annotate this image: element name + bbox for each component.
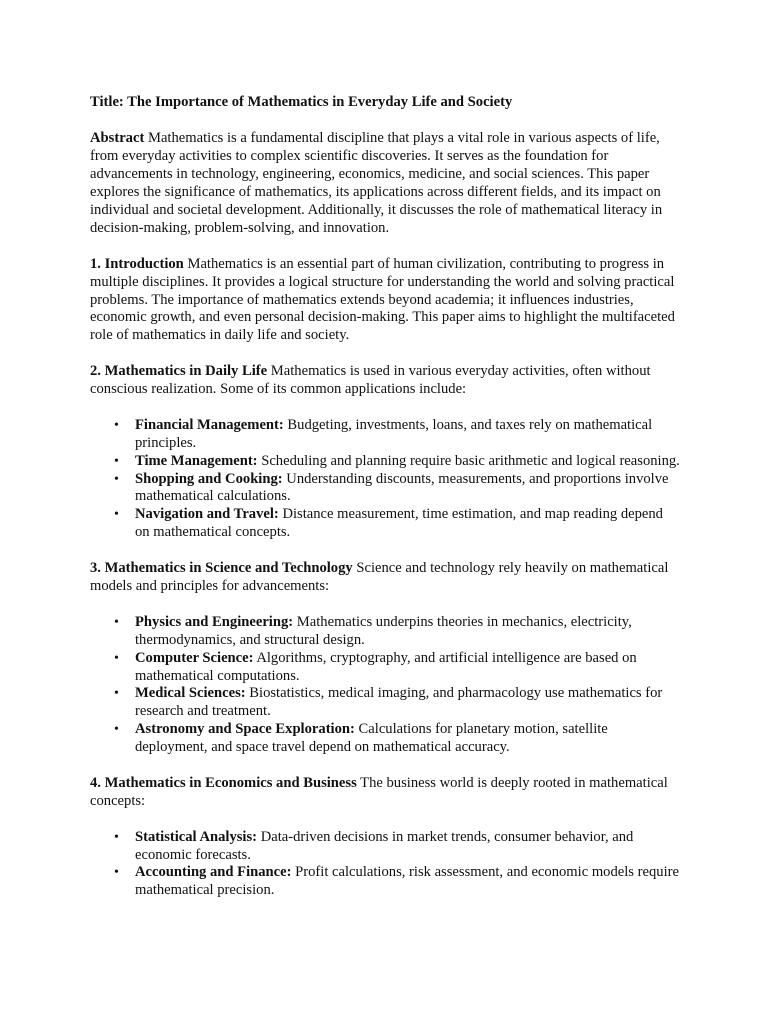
list-item bbox=[90, 864, 680, 900]
list-item-text: Understanding discounts, measurements, and proportions involve mathematical calculations. bbox=[135, 470, 669, 505]
list-item-label: Physics and Engineering: bbox=[135, 613, 294, 630]
economics-business-list bbox=[90, 829, 680, 901]
list-item-text: Mathematics underpins theories in mechanics, electricity, thermodynamics, and structural design. bbox=[135, 613, 632, 648]
section-daily-life bbox=[90, 363, 680, 399]
section-text: The business world is deeply rooted in mathematical concepts: bbox=[90, 774, 668, 809]
bullet-icon: • bbox=[114, 471, 119, 487]
list-item-label: Navigation and Travel: bbox=[135, 506, 279, 523]
list-item-text: Distance measurement, time estimation, and map reading depend on mathematical concepts. bbox=[135, 506, 663, 541]
list-item bbox=[90, 829, 680, 865]
list-item-label: Financial Management: bbox=[135, 416, 284, 433]
bullet-icon: • bbox=[114, 686, 119, 702]
bullet-icon: • bbox=[114, 507, 119, 523]
section-introduction bbox=[90, 256, 680, 346]
section-economics-business bbox=[90, 775, 680, 811]
list-item-text: Budgeting, investments, loans, and taxes rely on mathematical principles. bbox=[135, 416, 653, 451]
abstract-heading: Abstract bbox=[90, 130, 145, 147]
abstract-text: Mathematics is a fundamental discipline that plays a vital role in various aspects of life, from everyday activities to complex scientific discoveries. It serves as the foundation for advancements in technology, engineering, economics, medicine, and social sciences. This paper explores the significance of mathematics, its applications across different fields, and its impact on individual and societal development. Additionally, it discusses the role of mathematical literacy in decision-making, problem-solving, and innovation. bbox=[90, 130, 663, 236]
bullet-icon: • bbox=[114, 453, 119, 469]
list-item bbox=[90, 417, 680, 453]
section-heading: 3. Mathematics in Science and Technology bbox=[90, 560, 353, 577]
list-item bbox=[90, 506, 680, 542]
list-item-label: Accounting and Finance: bbox=[135, 864, 292, 881]
section-heading: 2. Mathematics in Daily Life bbox=[90, 363, 268, 380]
daily-life-list bbox=[90, 417, 680, 542]
list-item-label: Astronomy and Space Exploration: bbox=[135, 721, 355, 738]
document-title: Title: The Importance of Mathematics in Everyday Life and Society bbox=[90, 94, 513, 110]
bullet-icon: • bbox=[114, 722, 119, 738]
section-science-technology bbox=[90, 560, 680, 596]
bullet-icon: • bbox=[114, 417, 119, 433]
list-item bbox=[90, 471, 680, 507]
list-item-label: Time Management: bbox=[135, 452, 258, 469]
section-heading: 4. Mathematics in Economics and Business bbox=[90, 774, 357, 791]
section-text: Mathematics is used in various everyday activities, often without conscious realization. Some of its common applications include: bbox=[90, 363, 651, 398]
list-item bbox=[90, 650, 680, 686]
list-item-label: Computer Science: bbox=[135, 649, 254, 666]
list-item-text: Algorithms, cryptography, and artificial intelligence are based on mathematical computations. bbox=[135, 649, 637, 684]
bullet-icon: • bbox=[114, 829, 119, 845]
list-item bbox=[90, 685, 680, 721]
list-item-label: Shopping and Cooking: bbox=[135, 470, 283, 487]
list-item-label: Statistical Analysis: bbox=[135, 828, 258, 845]
abstract-paragraph bbox=[90, 130, 680, 237]
section-text: Science and technology rely heavily on mathematical models and principles for advancements: bbox=[90, 560, 669, 594]
list-item bbox=[90, 614, 680, 650]
bullet-icon: • bbox=[114, 865, 119, 881]
bullet-icon: • bbox=[114, 614, 119, 630]
science-technology-list bbox=[90, 614, 680, 757]
document-body bbox=[90, 94, 680, 918]
section-text: Mathematics is an essential part of human civilization, contributing to progress in multiple disciplines. It provides a logical structure for understanding the world and solving practical problems. The importance of mathematics extends beyond academia; it influences industries, economic growth, and even personal decision-making. This paper aims to highlight the multifaceted role of mathematics in daily life and society. bbox=[90, 255, 675, 344]
list-item-text: Calculations for planetary motion, satellite deployment, and space travel depend on mathematical accuracy. bbox=[135, 721, 608, 756]
list-item-text: Data-driven decisions in market trends, consumer behavior, and economic forecasts. bbox=[135, 828, 634, 863]
list-item bbox=[90, 453, 680, 471]
list-item-label: Medical Sciences: bbox=[135, 685, 246, 702]
list-item bbox=[90, 721, 680, 757]
list-item-text: Biostatistics, medical imaging, and pharmacology use mathematics for research and treatment. bbox=[135, 685, 663, 720]
bullet-icon: • bbox=[114, 650, 119, 666]
list-item-text: Profit calculations, risk assessment, and economic models require mathematical precision. bbox=[135, 864, 679, 899]
list-item-text: Scheduling and planning require basic arithmetic and logical reasoning. bbox=[261, 452, 680, 469]
section-heading: 1. Introduction bbox=[90, 255, 184, 272]
